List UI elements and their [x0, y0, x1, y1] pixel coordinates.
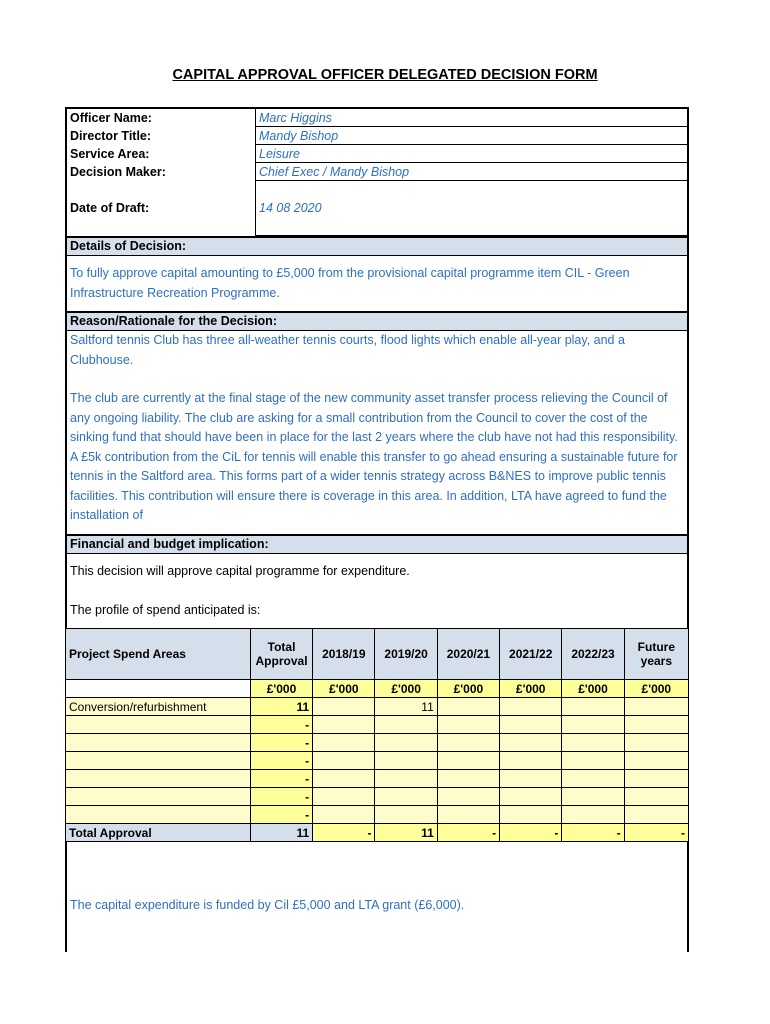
officer-details-table [65, 107, 689, 236]
units-cell: £'000 [313, 680, 375, 698]
units-cell: £'000 [624, 680, 688, 698]
spend-cell[interactable] [437, 698, 499, 716]
total-approval-label: Total Approval [66, 824, 251, 842]
header-2022-23: 2022/23 [562, 629, 624, 680]
spend-cell[interactable] [562, 698, 624, 716]
form-title: CAPITAL APPROVAL OFFICER DELEGATED DECISION FORM [172, 67, 598, 83]
spend-cell[interactable] [375, 752, 437, 770]
spend-cell[interactable] [66, 806, 251, 824]
spend-cell[interactable] [624, 752, 688, 770]
spend-cell[interactable] [624, 716, 688, 734]
spend-data-rows [66, 698, 689, 824]
reason-paragraph-2: The club are currently at the final stage of the new community asset transfer process relieving the Council of any ongoing liability. The club are asking for a small contribution from the Council to cover the cost of the sinking fund that should have been in place for the last 2 years where the club have not had this responsibility. A £5k contribution from the CiL for tennis will enable this transfer to go ahead ensuring a sustainable future for tennis in the Saltford area. This forms part of a wider tennis strategy across B&NES to improve public tennis facilities. This contribution will ensure there is coverage in this area. In addition, LTA have agreed to fund the installation of [70, 391, 678, 522]
units-cell [66, 680, 251, 698]
spend-cell[interactable] [624, 806, 688, 824]
total-approval-row [66, 824, 689, 842]
officer-name-value[interactable]: Marc Higgins [256, 108, 689, 127]
decision-form [65, 107, 689, 952]
header-2021-22: 2021/22 [500, 629, 562, 680]
spend-cell[interactable] [313, 698, 375, 716]
spend-cell[interactable] [562, 788, 624, 806]
total-cell: - [562, 824, 624, 842]
header-future-years: Future years [624, 629, 688, 680]
spend-cell[interactable] [562, 716, 624, 734]
total-cell: - [313, 824, 375, 842]
header-total-approval: Total Approval [250, 629, 312, 680]
spend-cell[interactable] [313, 716, 375, 734]
total-cell: - [624, 824, 688, 842]
spend-cell[interactable] [624, 770, 688, 788]
spend-cell[interactable] [437, 788, 499, 806]
date-label: Date of Draft: [66, 181, 256, 236]
spend-cell[interactable] [437, 752, 499, 770]
decision-maker-label: Decision Maker: [66, 163, 256, 181]
units-cell: £'000 [375, 680, 437, 698]
spend-cell[interactable] [500, 734, 562, 752]
service-area-label: Service Area: [66, 145, 256, 163]
table-row [66, 752, 689, 770]
spend-cell[interactable] [500, 752, 562, 770]
spend-cell: - [250, 734, 312, 752]
table-row [66, 734, 689, 752]
table-row [66, 716, 689, 734]
reason-container [67, 331, 687, 534]
spend-cell[interactable] [562, 752, 624, 770]
header-project-spend-areas: Project Spend Areas [66, 629, 251, 680]
spend-cell[interactable] [375, 716, 437, 734]
table-row [66, 788, 689, 806]
spend-cell: - [250, 806, 312, 824]
details-text: To fully approve capital amounting to £5,000 from the provisional capital programme item CIL - Green Infrastructure Recreation Programme. [70, 266, 630, 300]
spend-cell[interactable] [562, 770, 624, 788]
spend-cell: - [250, 752, 312, 770]
financial-line-1: This decision will approve capital programme for expenditure. [70, 564, 410, 578]
table-row [66, 806, 689, 824]
spend-cell[interactable] [624, 788, 688, 806]
financial-heading: Financial and budget implication: [67, 534, 687, 554]
spend-cell: - [250, 716, 312, 734]
spend-cell[interactable] [500, 806, 562, 824]
spend-cell[interactable] [66, 788, 251, 806]
total-cell: - [437, 824, 499, 842]
spend-cell[interactable] [500, 698, 562, 716]
total-cell: - [500, 824, 562, 842]
financial-line-2: The profile of spend anticipated is: [70, 602, 261, 617]
reason-heading: Reason/Rationale for the Decision: [67, 311, 687, 331]
spend-cell[interactable] [375, 806, 437, 824]
spend-cell[interactable] [562, 806, 624, 824]
spend-cell[interactable]: 11 [375, 698, 437, 716]
units-cell: £'000 [250, 680, 312, 698]
spend-cell: 11 [250, 698, 312, 716]
spend-cell[interactable] [500, 770, 562, 788]
spend-cell[interactable] [313, 788, 375, 806]
units-cell: £'000 [437, 680, 499, 698]
total-cell: 11 [250, 824, 312, 842]
header-2020-21: 2020/21 [437, 629, 499, 680]
spend-cell[interactable] [437, 770, 499, 788]
reason-paragraph-1: Saltford tennis Club has three all-weather tennis courts, flood lights which enable all-year play, and a Clubhouse. [70, 333, 625, 367]
spend-cell[interactable] [313, 770, 375, 788]
units-cell: £'000 [562, 680, 624, 698]
header-2018-19: 2018/19 [313, 629, 375, 680]
spend-cell[interactable] [437, 806, 499, 824]
service-area-value[interactable]: Leisure [256, 145, 689, 163]
spend-cell[interactable] [437, 734, 499, 752]
spend-cell[interactable] [437, 716, 499, 734]
spend-cell[interactable] [313, 734, 375, 752]
spend-cell[interactable] [66, 752, 251, 770]
spend-cell[interactable]: Conversion/refurbishment [66, 698, 251, 716]
funding-section [65, 842, 689, 952]
table-row [66, 698, 689, 716]
spend-cell: - [250, 788, 312, 806]
spend-cell[interactable] [66, 770, 251, 788]
table-row [66, 770, 689, 788]
spend-cell[interactable] [624, 698, 688, 716]
funding-text: The capital expenditure is funded by Cil £5,000 and LTA grant (£6,000). [70, 898, 465, 912]
form-body [65, 236, 689, 628]
spend-cell[interactable] [375, 734, 437, 752]
spend-cell[interactable] [375, 788, 437, 806]
spend-cell: - [250, 770, 312, 788]
spend-cell[interactable] [500, 716, 562, 734]
header-2019-20: 2019/20 [375, 629, 437, 680]
spend-cell[interactable] [375, 770, 437, 788]
date-value[interactable]: 14 08 2020 [256, 181, 689, 236]
spend-cell[interactable] [624, 734, 688, 752]
decision-maker-value[interactable]: Chief Exec / Mandy Bishop [256, 163, 689, 181]
spend-cell[interactable] [500, 788, 562, 806]
spend-header-row [66, 629, 689, 680]
details-heading: Details of Decision: [67, 236, 687, 256]
officer-name-label: Officer Name: [66, 108, 256, 127]
director-title-label: Director Title: [66, 127, 256, 145]
spend-units-row [66, 680, 689, 698]
director-title-value[interactable]: Mandy Bishop [256, 127, 689, 145]
spend-cell[interactable] [562, 734, 624, 752]
units-cell: £'000 [500, 680, 562, 698]
total-cell: 11 [375, 824, 437, 842]
spend-cell[interactable] [66, 734, 251, 752]
spend-cell[interactable] [66, 716, 251, 734]
spend-cell[interactable] [313, 752, 375, 770]
spend-table [65, 628, 689, 842]
spend-cell[interactable] [313, 806, 375, 824]
